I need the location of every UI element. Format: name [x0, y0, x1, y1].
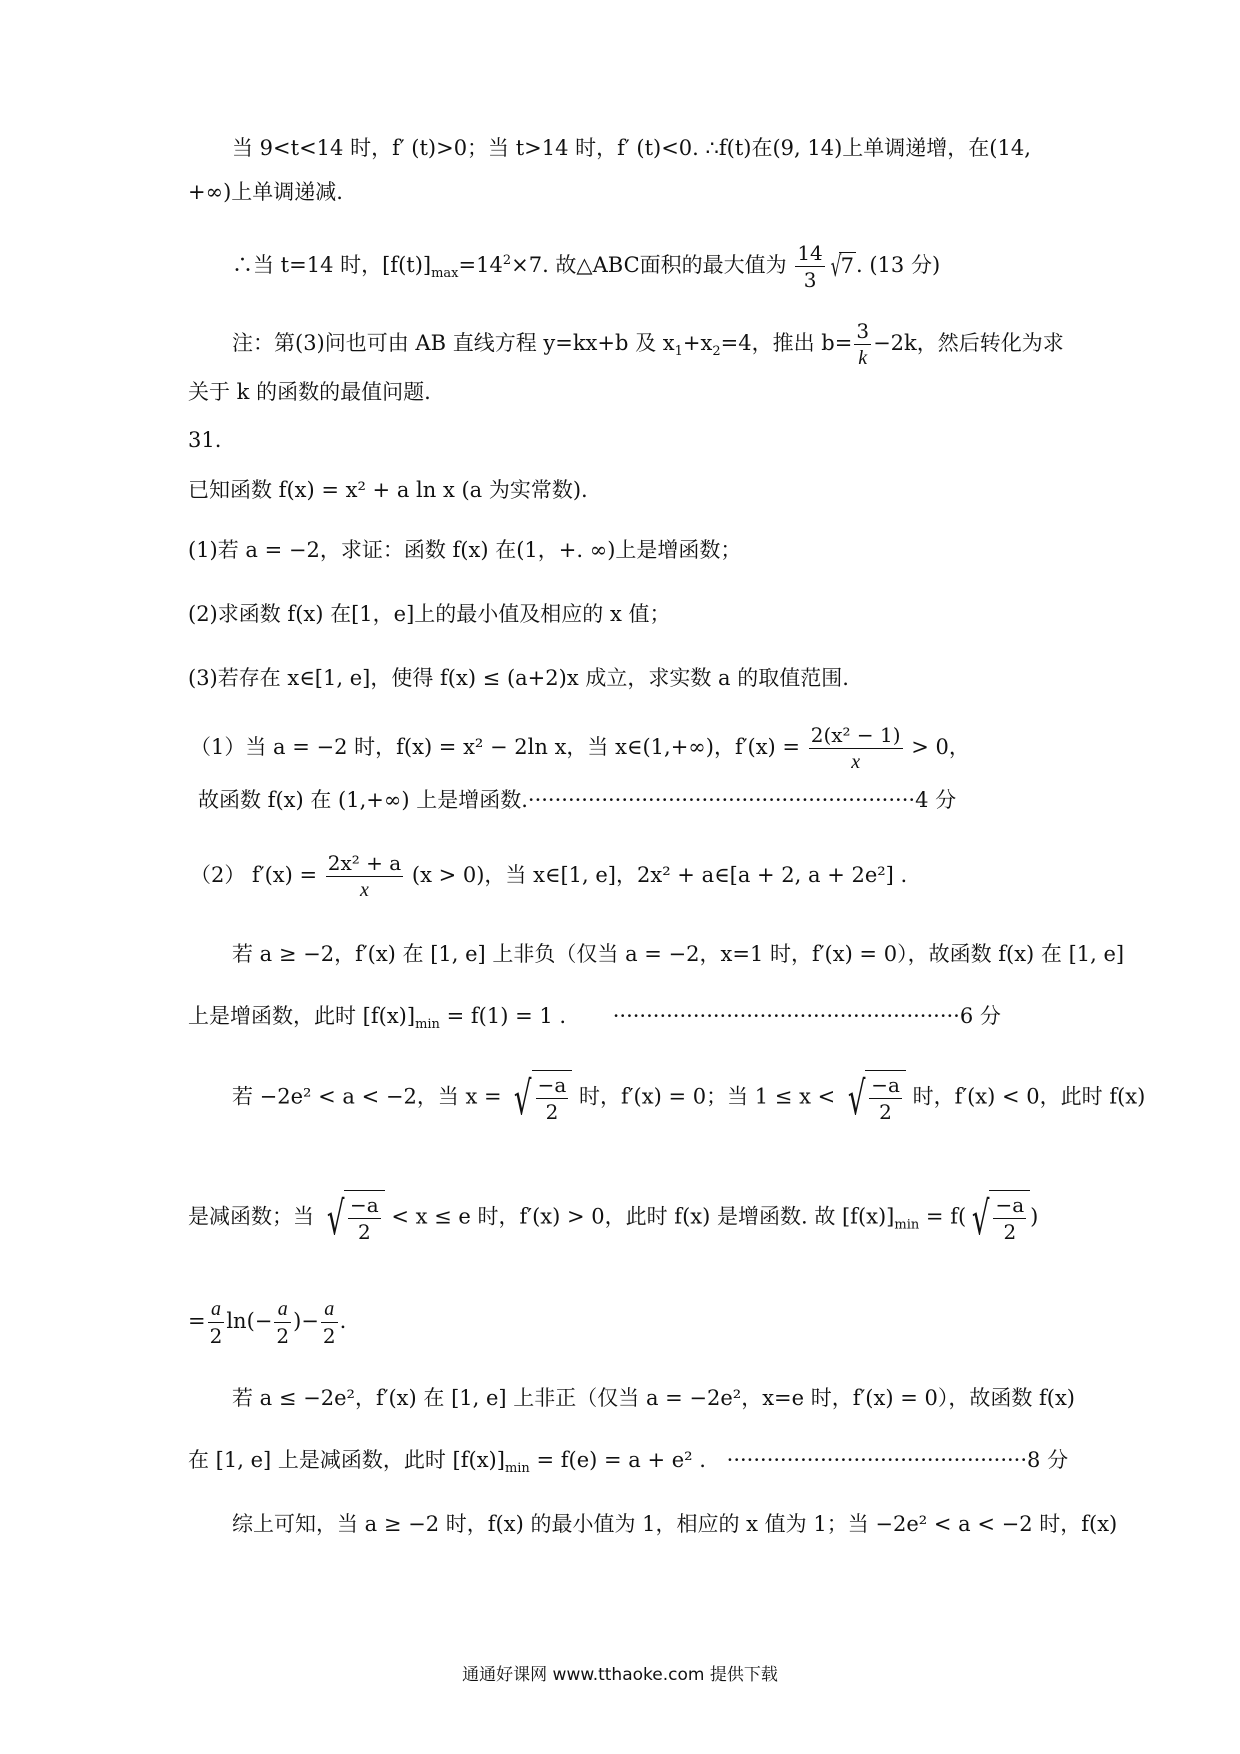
solution-line: 若 a ≥ −2，f′(x) 在 [1, e] 上非负（仅当 a = −2，x=1 时，f′(x) = 0），故函数 f(x) 在 [1, e] [232, 942, 1125, 966]
solution-line: 若 −2e² < a < −2，当 x = √ $\frac{-a}{2}$ 时，f′(x) = 0；当 1 ≤ x < √ $\frac{-a}{2}$ 时，f′(x) < 0，此时 f(x) [232, 1071, 1146, 1125]
solution-line: 在 [1, e] 上是减函数，此时 $[f(x)]_{min} = f(e) = a + e^2$ . ·············································8 分 [188, 1448, 1069, 1477]
sqrt: √ $\frac{-a}{2}$ [508, 1070, 572, 1126]
question-part-2: (2)求函数 f(x) 在[1，e]上的最小值及相应的 x 值； [188, 602, 671, 626]
question-number: 31. [188, 428, 222, 452]
solution-line: 是减函数；当 √ $\frac{-a}{2}$ < x ≤ e 时，f′(x) > 0，此时 f(x) 是增函数. 故 $[f(x)]_{min} = f$( √ $\frac{-a}{2}$ ) [188, 1191, 1039, 1245]
solution-line: 综上可知，当 a ≥ −2 时，f(x) 的最小值为 1，相应的 x 值为 1；当 −2e² < a < −2 时，f(x) [232, 1512, 1118, 1536]
sqrt: √ $\frac{-a}{2}$ [321, 1190, 385, 1246]
fraction: $\frac{3}{k}$ [856, 319, 870, 369]
text-line: +∞)上单调递减. [188, 180, 343, 204]
text-line: ∴当 t=14 时，$[f(t)]_{max}=14^2\times 7$. 故△ABC面积的最大值为 $\frac{14}{3}$ √ 7 . (13 分) [232, 241, 941, 292]
question-part-1: (1)若 a = −2，求证：函数 f(x) 在(1，+. ∞)上是增函数； [188, 538, 742, 562]
sqrt: √ $\frac{-a}{2}$ [842, 1070, 906, 1126]
solution-line: （1）当 a = −2 时，f(x) = x² − 2ln x，当 x∈(1,+∞)，f′(x) = $\frac{\text{2(x² − 1)}}{x}$ > 0， [190, 723, 970, 773]
solution-line: 若 a ≤ −2e²，f′(x) 在 [1, e] 上非正（仅当 a = −2e²，x=e 时，f′(x) = 0），故函数 f(x) [232, 1386, 1076, 1410]
solution-line: 上是增函数，此时 $[f(x)]_{min} = f(1) = 1$ . ····················································6 分 [188, 1004, 1001, 1033]
solution-line: （2） f′(x) = $\frac{\text{2x² + a}}{x}$ (x > 0)，当 x∈[1, e]，2x² + a∈[a + 2, a + 2e²] . [190, 851, 908, 901]
text-line: 注：第(3)问也可由 AB 直线方程 y=kx+b 及 $x_1+x_2=4$，推出 b= $\frac{3}{k}$ −2k，然后转化为求 [232, 319, 1064, 369]
solution-line: 故函数 f(x) 在 (1,+∞) 上是增函数.··························································4 分 [198, 788, 957, 812]
fraction: $\frac{\text{2x² + a}}{x}$ [327, 851, 402, 901]
sqrt: √ 7 [830, 249, 854, 283]
fraction: $\frac{14}{3}$ [797, 241, 823, 292]
page-footer: 通通好课网 www.tthaoke.com 提供下载 [462, 1665, 778, 1685]
sqrt: √ $\frac{-a}{2}$ [966, 1190, 1030, 1246]
question-stem: 已知函数 f(x) = x² + a ln x (a 为实常数). [188, 478, 588, 502]
fraction: $\frac{\text{2(x² − 1)}}{x}$ [810, 723, 901, 773]
text-line: 关于 k 的函数的最值问题. [188, 380, 431, 404]
text-line: 当 9<t<14 时，f′ (t)>0；当 t>14 时，f′ (t)<0. ∴f(t)在(9, 14)上单调递增，在(14, [232, 136, 1031, 160]
question-part-3: (3)若存在 x∈[1, e]，使得 f(x) ≤ (a+2)x 成立，求实数 a 的取值范围. [188, 666, 849, 690]
solution-line: = $\frac{a}{2}$ ln(− $\frac{a}{2}$ )− $\frac{a}{2}$ . [188, 1298, 347, 1348]
